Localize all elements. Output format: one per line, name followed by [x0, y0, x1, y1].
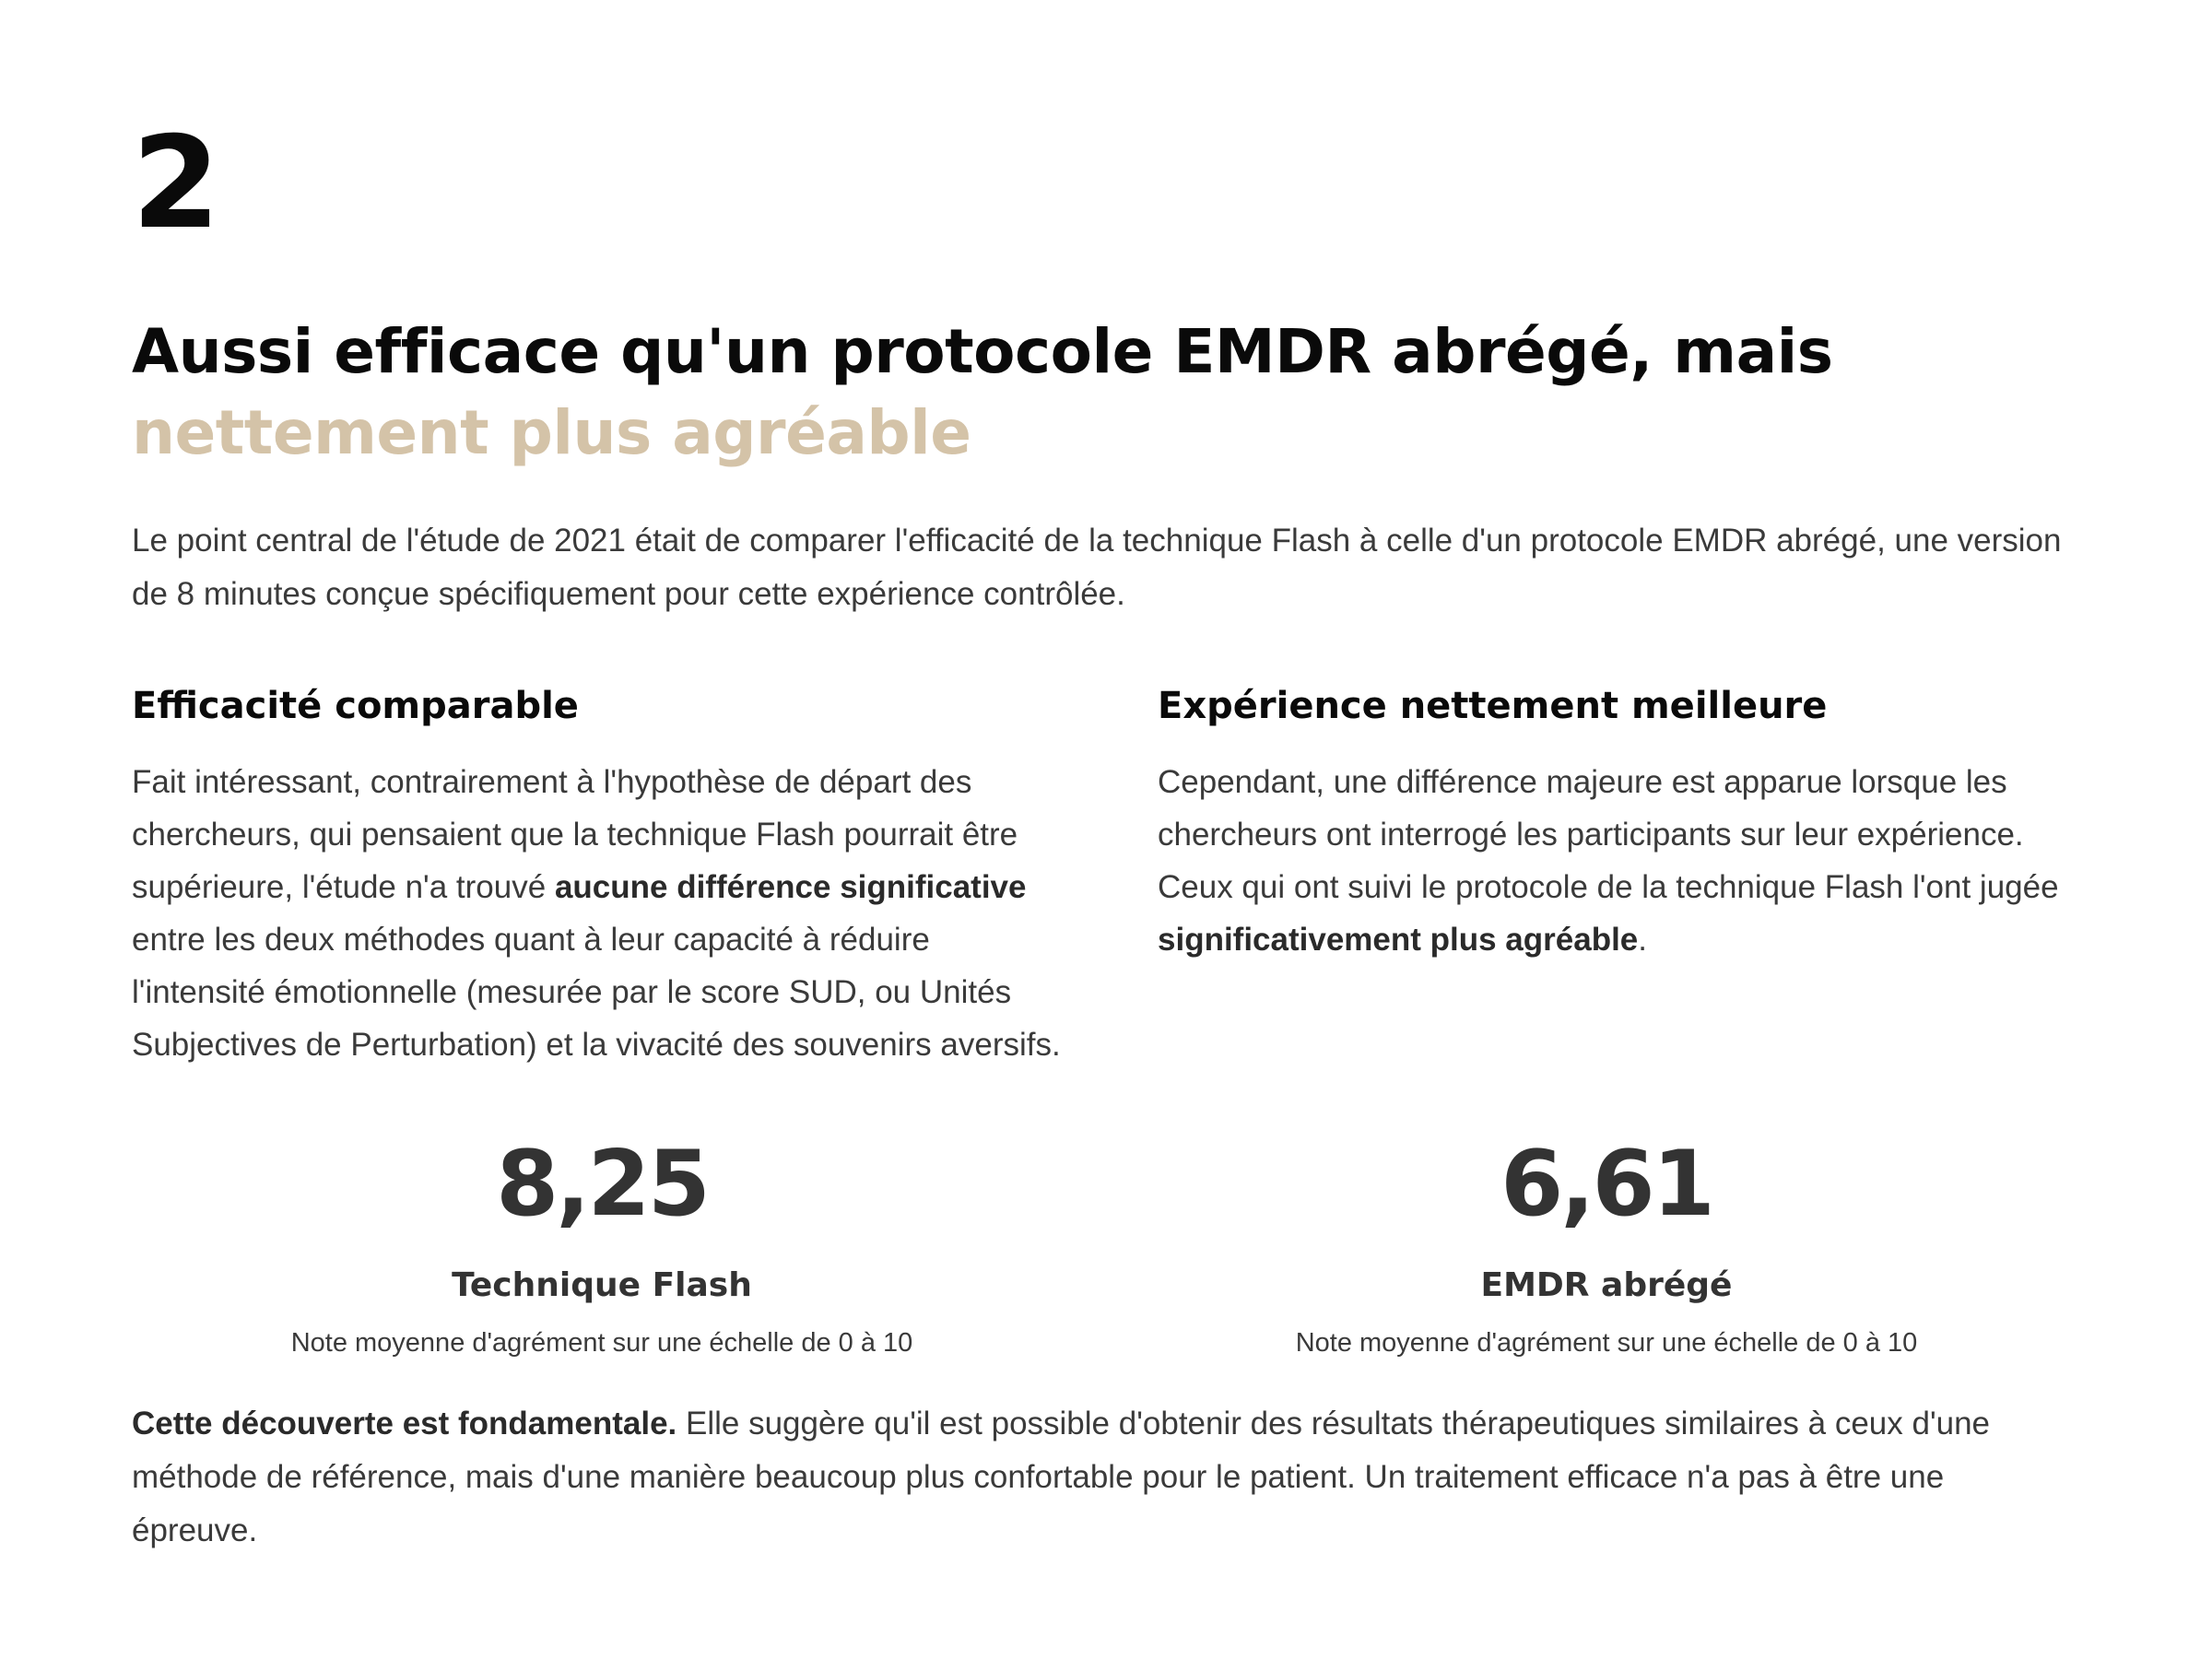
- stat-description-flash: Note moyenne d'agrément sur une échelle de 0 à 10: [290, 1328, 913, 1358]
- column-text-efficacy: [132, 756, 1072, 1071]
- column-text-experience-part1: Cependant, une différence majeure est apparue lorsque les chercheurs ont interrogé les participants sur leur expérience. Ceux qui ont suivi le protocole de la technique Flash l'ont jugée: [1158, 764, 2059, 905]
- conclusion-bold: Cette découverte est fondamentale.: [132, 1406, 677, 1441]
- column-comparable-efficacy: [132, 680, 1072, 1071]
- conclusion-paragraph: [132, 1397, 2077, 1558]
- column-heading-efficacy: Efficacité comparable: [132, 685, 579, 727]
- stat-description-emdr: Note moyenne d'agrément sur une échelle de 0 à 10: [1295, 1328, 1918, 1358]
- section-number: 2: [132, 109, 219, 257]
- page-title-accent: nettement plus agréable: [132, 397, 971, 468]
- stat-label-flash: Technique Flash: [452, 1266, 752, 1304]
- stat-flash: [132, 1129, 1072, 1361]
- stat-value-flash: 8,25: [496, 1132, 708, 1237]
- column-better-experience: [1158, 680, 2098, 966]
- intro-paragraph: Le point central de l'étude de 2021 était de comparer l'efficacité de la technique Flash à celle d'un protocole EMDR abrégé, une version de 8 minutes conçue spécifiquement pour cette expérience contrôlée.: [132, 523, 2062, 612]
- column-text-efficacy-bold: aucune différence significative: [554, 869, 1027, 905]
- column-text-experience-part2: .: [1638, 922, 1648, 958]
- stat-label-emdr: EMDR abrégé: [1480, 1266, 1733, 1304]
- conclusion-text: Elle suggère qu'il est possible d'obtenir des résultats thérapeutiques similaires à ceux d'une méthode de référence, mais d'une manière beaucoup plus confortable pour le patient. Un traitement efficace n'a pas à être une épreuve.: [132, 1406, 1991, 1548]
- column-heading-experience: Expérience nettement meilleure: [1158, 685, 1828, 727]
- stat-emdr: [1136, 1129, 2077, 1361]
- column-text-experience: [1158, 756, 2098, 966]
- column-text-efficacy-part2: entre les deux méthodes quant à leur capacité à réduire l'intensité émotionnelle (mesurée par le score SUD, ou Unités Subjectives de Perturbation) et la vivacité des souvenirs aversifs.: [132, 922, 1061, 1063]
- column-text-experience-bold: significativement plus agréable: [1158, 922, 1639, 958]
- column-text-efficacy-part1: Fait intéressant, contrairement à l'hypothèse de départ des chercheurs, qui pensaient que la technique Flash pourrait être supérieure, l'étude n'a trouvé: [132, 764, 1018, 905]
- page-title-main: Aussi efficace qu'un protocole EMDR abrégé, mais: [132, 316, 1833, 387]
- page-title: [132, 312, 2086, 474]
- stat-value-emdr: 6,61: [1500, 1132, 1712, 1237]
